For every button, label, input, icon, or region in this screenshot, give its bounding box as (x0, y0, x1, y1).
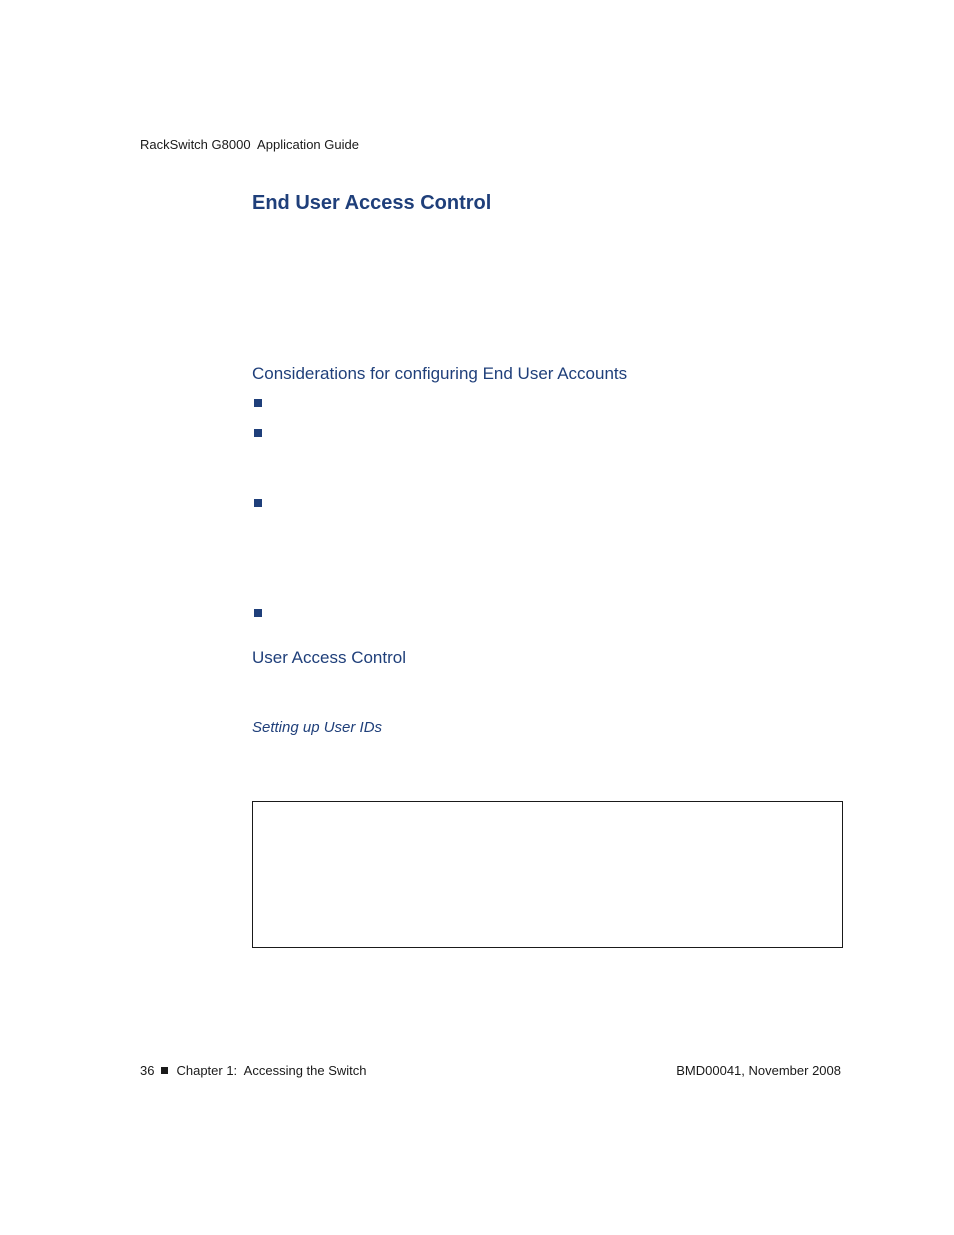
command-example-box (252, 801, 843, 948)
footer-left (140, 1063, 367, 1079)
page-number: 36 (140, 1063, 155, 1078)
bullet-marker (254, 429, 262, 437)
bullet-marker (254, 499, 262, 507)
footer-doc-id: BMD00041, November 2008 (676, 1063, 841, 1078)
bullet-marker (254, 609, 262, 617)
bullet-marker (254, 399, 262, 407)
footer-chapter: Chapter 1: Accessing the Switch (176, 1063, 367, 1078)
subsubsection-title-setting-up-user-ids: Setting up User IDs (252, 719, 383, 736)
subsection-title-considerations: Considerations for configuring End User Accounts (252, 364, 628, 383)
section-title: End User Access Control (252, 192, 492, 214)
footer-separator-icon (161, 1067, 168, 1074)
running-header: RackSwitch G8000 Application Guide (140, 137, 359, 152)
subsection-title-user-access-control: User Access Control (252, 648, 406, 667)
